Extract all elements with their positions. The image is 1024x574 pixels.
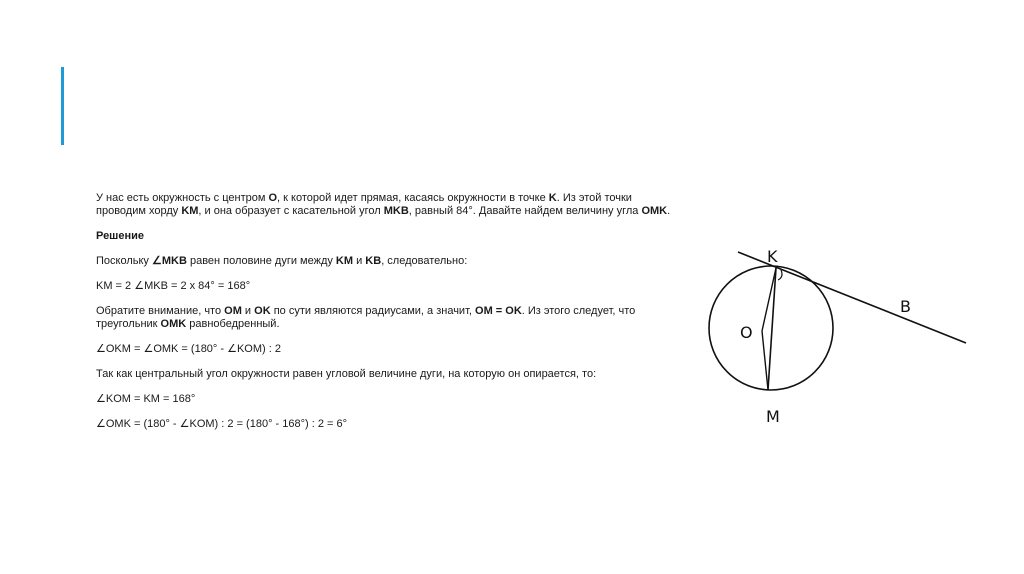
bold-term: KM [335, 255, 354, 267]
equation-4: ∠OMK = (180° - ∠KOM) : 2 = (180° - 168°) : 2 = 6° [96, 418, 347, 430]
label-o: O [740, 323, 753, 342]
bold-term: O [268, 192, 278, 204]
text-segment: , следовательно: [381, 255, 468, 267]
central-angle-text: Так как центральный угол окружности равен угловой величине дуги, на которую он опирается, то: [96, 368, 597, 380]
bold-term: MKB [383, 205, 409, 217]
angle-mark [778, 270, 782, 280]
radius-note [96, 305, 676, 331]
equation-3: ∠KOM = KM = 168° [96, 393, 196, 405]
bold-term: OK [254, 305, 271, 317]
label-k: K [767, 247, 778, 266]
solution-heading-text: Решение [96, 230, 144, 242]
bold-term: OM [224, 305, 242, 317]
text-segment: . Из этого следует, что треугольник [96, 305, 636, 330]
geometry-figure [700, 240, 980, 430]
text-segment: и [241, 305, 255, 317]
problem-statement [96, 192, 676, 218]
text-segment: . [667, 205, 671, 217]
bold-term: OMK [160, 318, 187, 330]
bold-term: K [548, 192, 557, 204]
text-segment: , и она образует с касательной угол [198, 205, 384, 217]
bold-term: OM = OK [475, 305, 522, 317]
bold-term: KB [365, 255, 382, 267]
step-1 [96, 255, 676, 268]
bold-term: KM [181, 205, 199, 217]
text-segment: и [353, 255, 366, 267]
radius-om [762, 331, 768, 390]
equation-2: ∠OKM = ∠OMK = (180° - ∠KOM) : 2 [96, 343, 281, 355]
label-m: M [766, 407, 780, 426]
equation-1: KM = 2 ∠MKB = 2 x 84° = 168° [96, 280, 251, 292]
text-segment: равнобедренный. [186, 318, 280, 330]
circle [709, 266, 833, 390]
label-b: B [900, 297, 911, 316]
text-segment: Обратите внимание, что [96, 305, 225, 317]
text-segment: . Из этой точки проводим хорду [96, 192, 632, 217]
text-segment: по сути являются радиусами, а значит, [270, 305, 476, 317]
bold-term: OMK [641, 205, 668, 217]
text-segment: , к которой идет прямая, касаясь окружности в точке [277, 192, 549, 204]
text-segment: Поскольку [96, 255, 152, 267]
slide-content [96, 192, 676, 443]
text-segment: , равный 84°. Давайте найдем величину угла [408, 205, 642, 217]
solution-heading [96, 230, 676, 243]
circle-diagram [700, 240, 980, 430]
text-segment: У нас есть окружность с центром [96, 192, 269, 204]
text-segment: равен половине дуги между [186, 255, 336, 267]
bold-term: ∠MKB [151, 255, 187, 267]
accent-bar [61, 67, 64, 145]
